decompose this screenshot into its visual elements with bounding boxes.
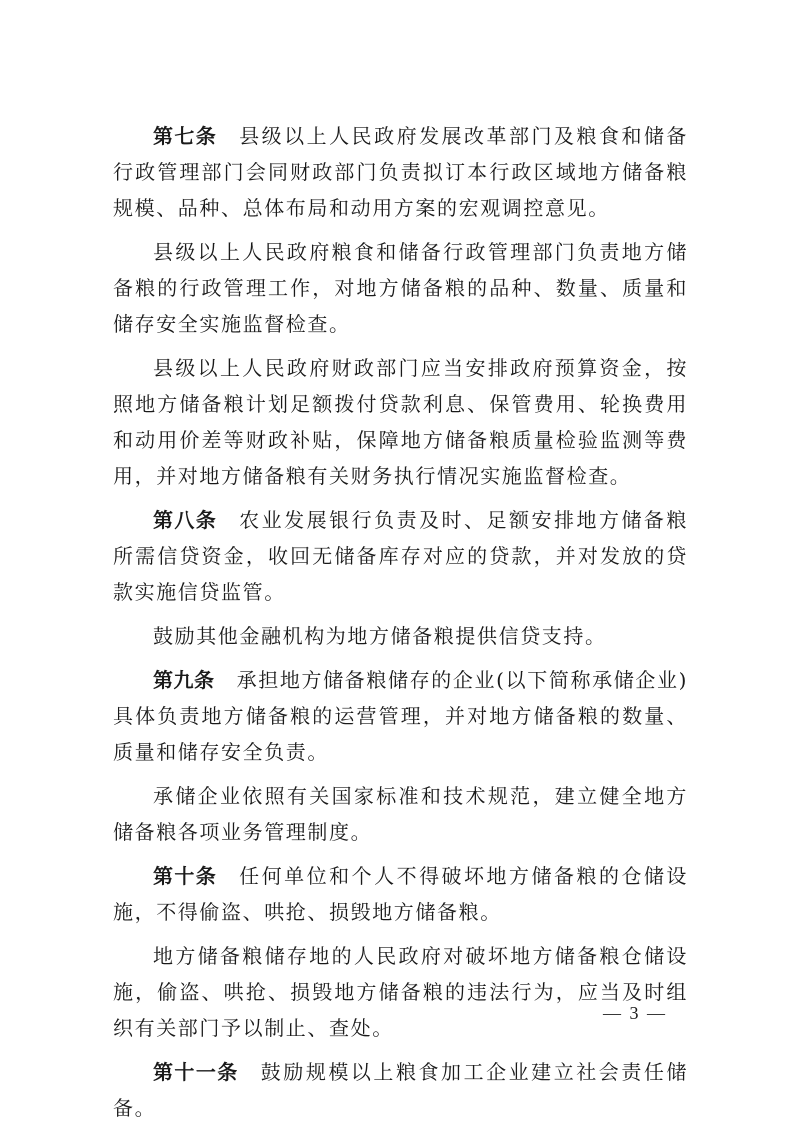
paragraph-text: 任何单位和个人不得破坏地方储备粮的仓储设施，不得偷盗、哄抢、损毁地方储备粮。 bbox=[113, 864, 689, 924]
paragraph bbox=[113, 778, 688, 850]
paragraph-text: 县级以上人民政府发展改革部门及粮食和储备行政管理部门会同财政部门负责拟订本行政区域地方储备粮规模、品种、总体布局和动用方案的宏观调控意见。 bbox=[113, 124, 689, 220]
paragraph-text: 承储企业依照有关国家标准和技术规范，建立健全地方储备粮各项业务管理制度。 bbox=[113, 784, 688, 844]
paragraph-text: 县级以上人民政府粮食和储备行政管理部门负责地方储备粮的行政管理工作，对地方储备粮的品种、数量、质量和储存安全实施监督检查。 bbox=[113, 240, 688, 336]
article-heading: 第十一条 bbox=[153, 1060, 239, 1084]
paragraph bbox=[113, 618, 688, 654]
article-heading: 第八条 bbox=[153, 508, 218, 532]
paragraph-article-11 bbox=[113, 1054, 688, 1126]
page-number: — 3 — bbox=[603, 1003, 667, 1023]
article-heading: 第十条 bbox=[153, 864, 218, 888]
paragraph-article-8 bbox=[113, 502, 688, 610]
paragraph-article-10 bbox=[113, 858, 688, 930]
paragraph bbox=[113, 938, 688, 1046]
paragraph-text: 鼓励规模以上粮食加工企业建立社会责任储备。 bbox=[113, 1060, 688, 1120]
article-heading: 第九条 bbox=[153, 668, 215, 692]
document-body bbox=[113, 118, 688, 1134]
paragraph-article-9 bbox=[113, 662, 688, 770]
paragraph-text: 地方储备粮储存地的人民政府对破坏地方储备粮仓储设施，偷盗、哄抢、损毁地方储备粮的违法行为，应当及时组织有关部门予以制止、查处。 bbox=[113, 944, 688, 1040]
paragraph-text: 县级以上人民政府财政部门应当安排政府预算资金，按照地方储备粮计划足额拨付贷款利息、保管费用、轮换费用和动用价差等财政补贴，保障地方储备粮质量检验监测等费用，并对地方储备粮有关财务执行情况实施监督检查。 bbox=[113, 356, 688, 488]
paragraph-text: 农业发展银行负责及时、足额安排地方储备粮所需信贷资金，收回无储备库存对应的贷款，并对发放的贷款实施信贷监管。 bbox=[113, 508, 689, 604]
paragraph bbox=[113, 350, 688, 494]
paragraph-text: 鼓励其他金融机构为地方储备粮提供信贷支持。 bbox=[153, 624, 607, 648]
paragraph bbox=[113, 234, 688, 342]
paragraph-text: 承担地方储备粮储存的企业(以下简称承储企业)具体负责地方储备粮的运营管理，并对地方储备粮的数量、质量和储存安全负责。 bbox=[113, 668, 689, 764]
paragraph-article-7 bbox=[113, 118, 688, 226]
article-heading: 第七条 bbox=[153, 124, 218, 148]
